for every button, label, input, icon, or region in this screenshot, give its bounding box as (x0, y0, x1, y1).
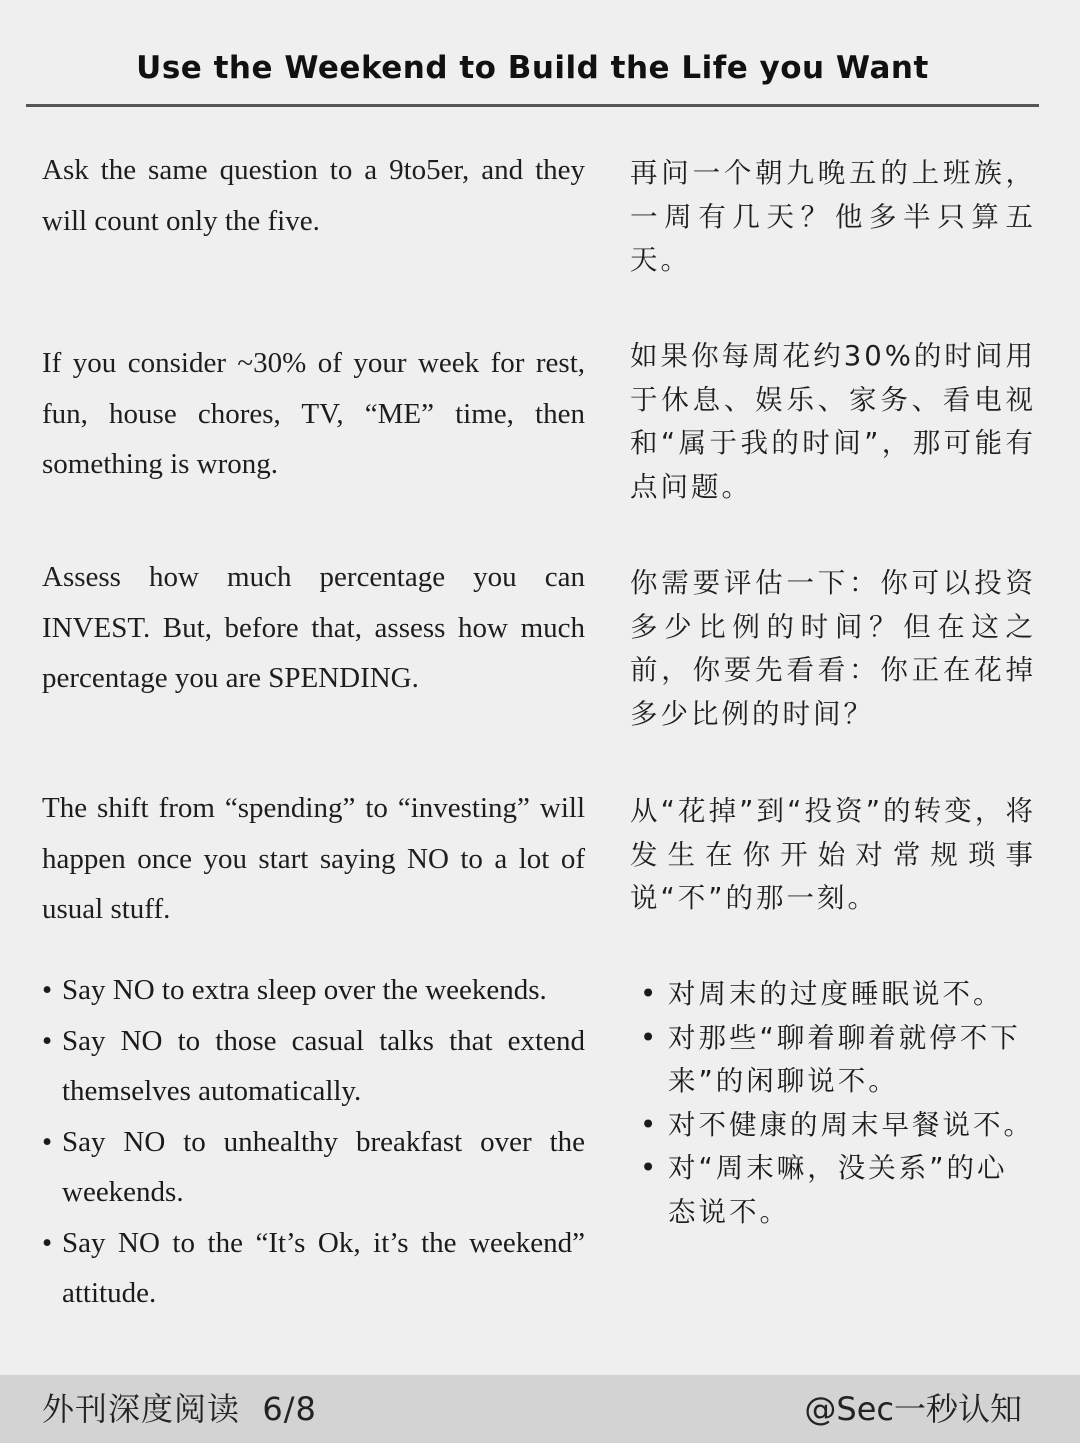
bullet-icon: • (640, 1108, 660, 1141)
list-item-text: 对那些“聊着聊着就停不下来”的闲聊说不。 (668, 1021, 1021, 1097)
list-item-text: 对“周末嘛，没关系”的心态说不。 (668, 1152, 1008, 1228)
list-item (42, 1117, 585, 1218)
list-item (42, 1218, 585, 1319)
bullet-list-en (42, 965, 585, 1319)
paragraph-en-1: Ask the same question to a 9to5er, and they will count only the five. (42, 154, 585, 237)
page-header (26, 38, 1039, 98)
paragraph-zh-4: 从“花掉”到“投资”的转变，将发生在你开始对常规琐事说“不”的那一刻。 (630, 795, 1036, 914)
page-number: 6/8 (262, 1390, 317, 1428)
bullet-icon: • (42, 1125, 53, 1158)
bullet-icon: • (640, 1021, 660, 1054)
list-item (42, 1016, 585, 1117)
list-item-text: Say NO to extra sleep over the weekends. (62, 974, 547, 1006)
list-item (640, 973, 1036, 1017)
list-item (640, 1104, 1036, 1148)
bullet-icon: • (42, 1024, 53, 1057)
list-item-text: Say NO to those casual talks that extend themselves automatically. (62, 1024, 585, 1107)
paragraph-en-4: The shift from “spending” to “investing” will happen once you start saying NO to a lot of usual stuff. (42, 792, 585, 925)
list-item-text: 对周末的过度睡眠说不。 (668, 978, 1004, 1010)
paragraph-zh-3: 你需要评估一下：你可以投资多少比例的时间？但在这之前，你要先看看：你正在花掉多少比例的时间？ (630, 567, 1036, 730)
footer-series (42, 1385, 317, 1433)
bullet-icon: • (42, 974, 53, 1006)
header-divider (26, 104, 1039, 107)
list-item-text: Say NO to unhealthy breakfast over the weekends. (62, 1125, 585, 1208)
bullet-icon: • (640, 1152, 660, 1184)
paragraph-zh-2: 如果你每周花约30%的时间用于休息、娱乐、家务、看电视和“属于我的时间”，那可能有点问题。 (630, 340, 1036, 503)
list-item (42, 965, 585, 1016)
bullet-icon: • (42, 1226, 53, 1259)
list-item-text: Say NO to the “It’s Ok, it’s the weekend” attitude. (62, 1226, 585, 1309)
footer-bar (0, 1375, 1080, 1443)
page-title: Use the Weekend to Build the Life you Want (136, 50, 929, 86)
list-item (640, 1017, 1036, 1104)
paragraph-en-3: Assess how much percentage you can INVEST. But, before that, assess how much percentage you are SPENDING. (42, 561, 585, 694)
list-item (640, 1147, 1036, 1234)
list-item-text: 对不健康的周末早餐说不。 (668, 1108, 1034, 1141)
bullet-icon: • (640, 978, 660, 1010)
paragraph-en-2: If you consider ~30% of your week for rest, fun, house chores, TV, “ME” time, then something is wrong. (42, 347, 585, 480)
paragraph-zh-1: 再问一个朝九晚五的上班族，一周有几天？他多半只算五天。 (630, 157, 1036, 276)
bullet-list-zh (640, 973, 1036, 1234)
series-name: 外刊深度阅读 (42, 1390, 241, 1428)
account-handle: @Sec一秒认知 (804, 1390, 1022, 1428)
